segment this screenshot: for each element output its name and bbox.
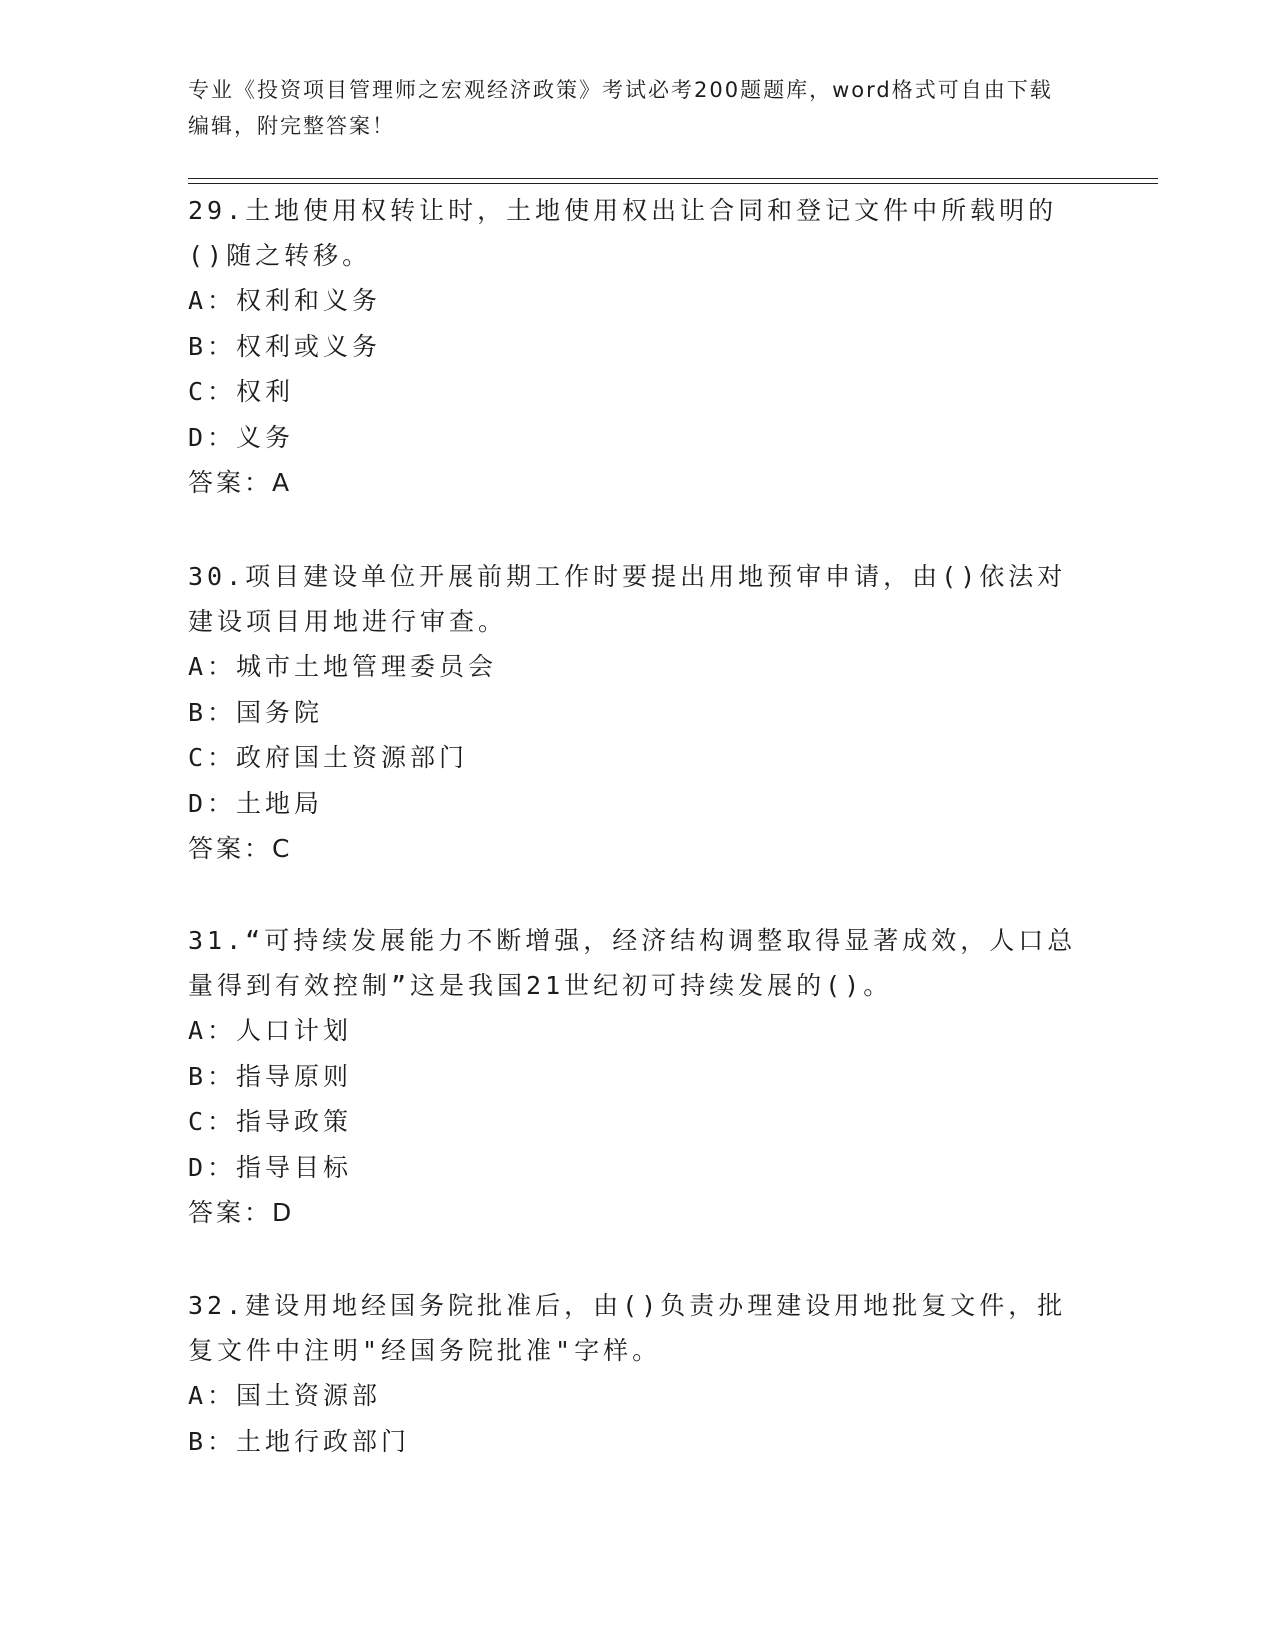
question-29 bbox=[188, 188, 1088, 505]
option-a: A：国土资源部 bbox=[188, 1381, 382, 1410]
question-32 bbox=[188, 1283, 1088, 1464]
option-a: A：权利和义务 bbox=[188, 286, 382, 315]
option-c: C：指导政策 bbox=[188, 1107, 353, 1136]
question-text: 32.建设用地经国务院批准后，由()负责办理建设用地批复文件，批复文件中注明"经国务院批准"字样。 bbox=[188, 1291, 1067, 1365]
question-text: 30.项目建设单位开展前期工作时要提出用地预审申请，由()依法对建设项目用地进行审查。 bbox=[188, 562, 1067, 636]
answer: 答案：A bbox=[188, 468, 293, 497]
header-divider-bottom bbox=[188, 183, 1158, 184]
document-header: 专业《投资项目管理师之宏观经济政策》考试必考200题题库，word格式可自由下载编辑，附完整答案！ bbox=[188, 78, 1053, 138]
option-d: D：土地局 bbox=[188, 788, 324, 818]
answer: 答案：D bbox=[188, 1198, 295, 1227]
option-b: B：权利或义务 bbox=[188, 331, 382, 361]
option-b: B：指导原则 bbox=[188, 1061, 353, 1091]
option-b: B：国务院 bbox=[188, 697, 324, 727]
header-divider-top bbox=[188, 178, 1158, 179]
option-d: D：义务 bbox=[188, 422, 295, 452]
option-a: A：人口计划 bbox=[188, 1016, 353, 1045]
option-b: B：土地行政部门 bbox=[188, 1426, 411, 1456]
answer: 答案：C bbox=[188, 834, 293, 863]
option-d: D：指导目标 bbox=[188, 1152, 353, 1182]
option-c: C：权利 bbox=[188, 377, 295, 406]
question-text: 31.“可持续发展能力不断增强，经济结构调整取得显著成效，人口总量得到有效控制”这是我国21世纪初可持续发展的()。 bbox=[188, 926, 1077, 1000]
question-31 bbox=[188, 918, 1088, 1235]
option-c: C：政府国土资源部门 bbox=[188, 743, 469, 772]
question-text: 29.土地使用权转让时，土地使用权出让合同和登记文件中所载明的()随之转移。 bbox=[188, 196, 1058, 270]
question-30 bbox=[188, 554, 1088, 871]
option-a: A：城市土地管理委员会 bbox=[188, 652, 498, 681]
